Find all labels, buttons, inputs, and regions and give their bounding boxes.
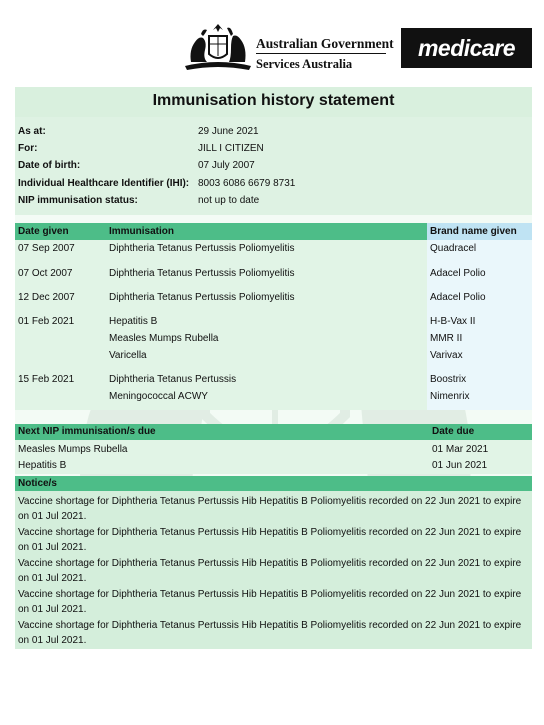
due-date-cell: 01 Mar 2021 [432,444,489,455]
due-date-cell: 01 Jun 2021 [432,460,488,471]
notice-item: Vaccine shortage for Diphtheria Tetanus Pertussis Hib Hepatitis B Poliomyelitis recorded on 22 Jun 2021 to expire on 01 Jul 2021. [18,589,522,615]
date-cell: 15 Feb 2021 [18,374,75,385]
date-cell: 07 Sep 2007 [18,243,75,254]
column-header-immunisation: Immunisation [105,223,427,240]
info-label: Date of birth: [18,160,81,171]
notices-title: Notice/s [18,478,57,489]
info-label: As at: [18,126,46,137]
brand-cell: MMR II [430,333,463,344]
brand-cell: Adacel Polio [430,268,486,279]
date-cell: 01 Feb 2021 [18,316,75,327]
brand-cell: Boostrix [430,374,467,385]
notice-item: Vaccine shortage for Diphtheria Tetanus Pertussis Hib Hepatitis B Poliomyelitis recorded on 22 Jun 2021 to expire on 01 Jul 2021. [18,558,522,584]
government-name: Australian Government [256,36,394,51]
next-due-title: Next NIP immunisation/s due [18,426,156,437]
brand-cell: Varivax [430,350,463,361]
notice-item: Vaccine shortage for Diphtheria Tetanus Pertussis Hib Hepatitis B Poliomyelitis recorded on 22 Jun 2021 to expire on 01 Jul 2021. [18,527,522,553]
info-value: JILL I CITIZEN [198,143,264,154]
date-due-title: Date due [432,426,475,437]
notice-item: Vaccine shortage for Diphtheria Tetanus Pertussis Hib Hepatitis B Poliomyelitis recorded on 22 Jun 2021 to expire on 01 Jul 2021. [18,620,522,646]
coat-of-arms-icon [183,22,253,74]
immunisation-cell: Diphtheria Tetanus Pertussis Poliomyelitis [109,292,295,303]
info-label: Individual Healthcare Identifier (IHI): [18,178,190,189]
notice-item: Vaccine shortage for Diphtheria Tetanus Pertussis Hib Hepatitis B Poliomyelitis recorded on 22 Jun 2021 to expire on 01 Jul 2021. [18,496,522,522]
info-value: 8003 6086 6679 8731 [198,178,296,189]
info-value: 07 July 2007 [198,160,255,171]
medicare-logo: medicare [401,28,532,68]
brand-cell: Adacel Polio [430,292,486,303]
notices-header [15,476,532,491]
info-label: NIP immunisation status: [18,195,138,206]
due-name-cell: Hepatitis B [18,460,67,471]
date-cell: 07 Oct 2007 [18,268,73,279]
immunisation-cell: Diphtheria Tetanus Pertussis [109,374,237,385]
brand-cell: Nimenrix [430,391,470,402]
brand-cell: H-B-Vax II [430,316,476,327]
immunisation-cell: Diphtheria Tetanus Pertussis Poliomyelitis [109,243,295,254]
immunisation-cell: Measles Mumps Rubella [109,333,219,344]
immunisation-cell: Varicella [109,350,147,361]
info-value: 29 June 2021 [198,126,259,137]
column-header-date: Date given [15,223,105,240]
info-value: not up to date [198,195,260,206]
agency-name: Services Australia [256,57,353,71]
page-header [0,0,544,84]
brand-cell: Quadracel [430,243,477,254]
immunisation-cell: Hepatitis B [109,316,158,327]
immunisation-cell: Diphtheria Tetanus Pertussis Poliomyelitis [109,268,295,279]
date-cell: 12 Dec 2007 [18,292,75,303]
immunisation-cell: Meningococcal ACWY [109,391,208,402]
column-header-brand: Brand name given [427,223,532,240]
page-title: Immunisation history statement [152,92,395,109]
header-divider [256,53,386,54]
due-name-cell: Measles Mumps Rubella [18,444,128,455]
info-label: For: [18,143,38,154]
next-due-header [15,424,532,440]
